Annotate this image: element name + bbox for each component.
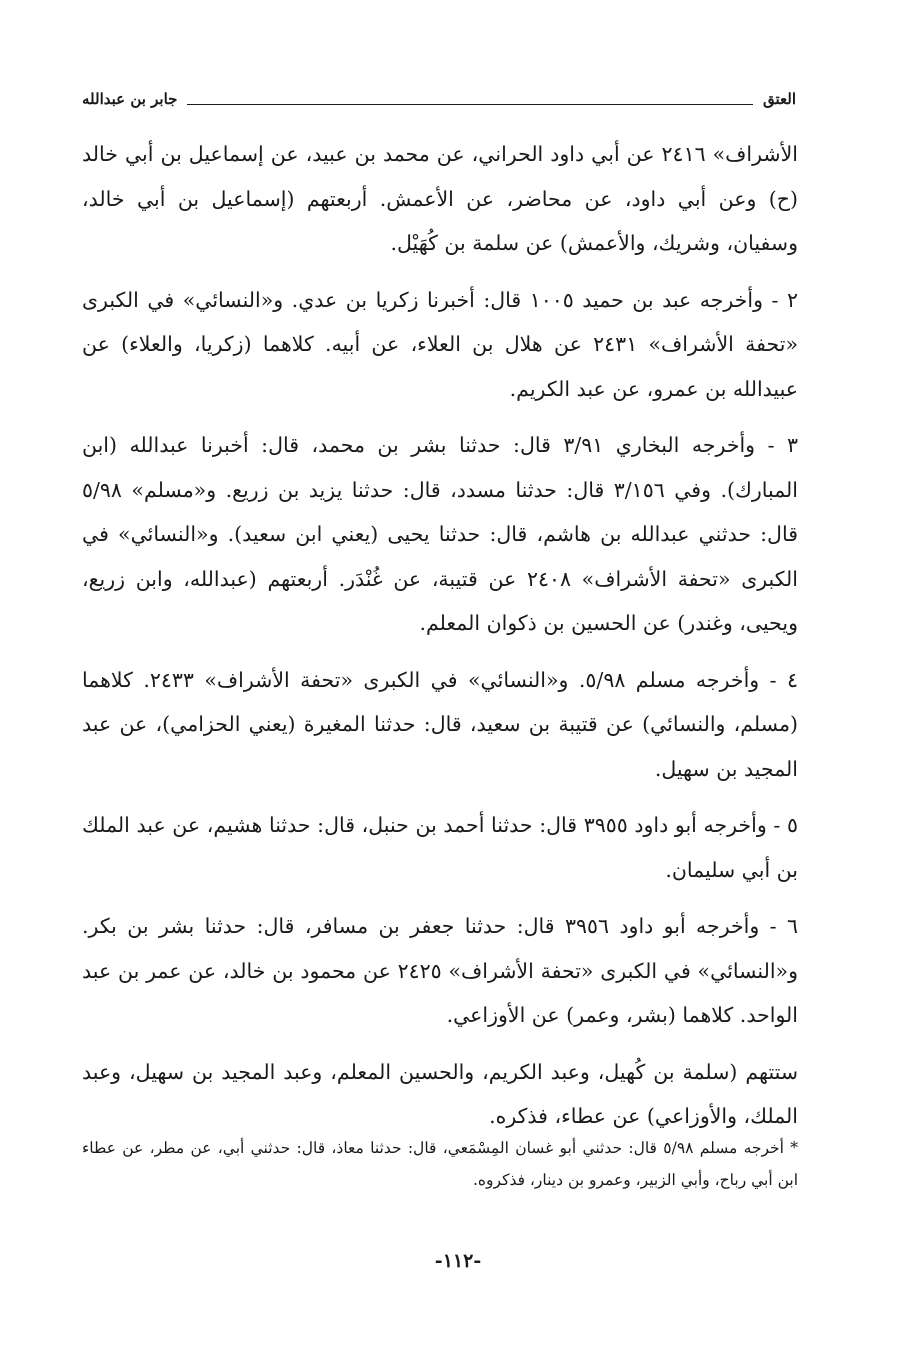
main-text (82, 132, 798, 1151)
chapter-title: العتق (762, 90, 796, 108)
paragraph-7: ستتهم (سلمة بن كُهيل، وعبد الكريم، والحسين المعلم، وعبد المجيد بن سهيل، وعبد الملك، والأوزاعي) عن عطاء، فذكره. (82, 1059, 798, 1128)
page-number: -١١٢- (434, 1250, 482, 1272)
paragraph-6: ٦ - وأخرجه أبو داود ٣٩٥٦ قال: حدثنا جعفر بن مسافر، قال: حدثنا بشر بن بكر. و«النسائي» في الكبرى «تحفة الأشراف» ٢٤٢٥ عن محمود بن خالد، عن عمر بن عبد الواحد. كلاهما (بشر، وعمر) عن الأوزاعي. (82, 914, 798, 1027)
section-title: جابر بن عبدالله (82, 90, 178, 108)
paragraph-3: ٣ - وأخرجه البخاري ٣/٩١ قال: حدثنا بشر بن محمد، قال: أخبرنا عبدالله (ابن المبارك). وفي ٣/١٥٦ قال: حدثنا مسدد، قال: حدثنا يزيد بن زريع. و«مسلم» ٥/٩٨ قال: حدثني عبدالله بن هاشم، قال: حدثنا يحيى (يعني ابن سعيد). و«النسائي» في الكبرى «تحفة الأشراف» ٢٤٠٨ عن قتيبة، عن غُنْدَر. أربعتهم (عبدالله، وابن زريع، ويحيى، وغندر) عن الحسين بن ذكوان المعلم. (82, 433, 798, 635)
paragraph-4: ٤ - وأخرجه مسلم ٥/٩٨. و«النسائي» في الكبرى «تحفة الأشراف» ٢٤٣٣. كلاهما (مسلم، والنسائي) عن قتيبة بن سعيد، قال: حدثنا المغيرة (يعني الحزامي)، عن عبد المجيد بن سهيل. (82, 667, 799, 781)
paragraph-2: ٢ - وأخرجه عبد بن حميد ١٠٠٥ قال: أخبرنا زكريا بن عدي. و«النسائي» في الكبرى «تحفة الأشراف» ٢٤٣١ عن هلال بن العلاء، عن أبيه. كلاهما (زكريا، والعلاء) عن عبيدالله بن عمرو، عن عبد الكريم. (82, 287, 798, 401)
running-header (82, 86, 796, 112)
paragraph-1: الأشراف» ٢٤١٦ عن أبي داود الحراني، عن محمد بن عبيد، عن إسماعيل بن أبي خالد (ح) وعن أبي داود، عن محاضر، عن الأعمش. أربعتهم (إسماعيل بن أبي خالد، وسفيان، وشريك، والأعمش) عن سلمة بن كُهَيْل. (82, 142, 798, 255)
header-rule (187, 104, 753, 105)
footnote: * أخرجه مسلم ٥/٩٨ قال: حدثني أبو غسان المِسْمَعي، قال: حدثنا معاذ، قال: حدثني أبي، عن مطر، عن عطاء ابن أبي رباح، وأبي الزبير، وعمرو بن دينار، فذكروه. (82, 1139, 798, 1189)
paragraph-5: ٥ - وأخرجه أبو داود ٣٩٥٥ قال: حدثنا أحمد بن حنبل، قال: حدثنا هشيم، عن عبد الملك بن أبي سليمان. (82, 813, 798, 882)
